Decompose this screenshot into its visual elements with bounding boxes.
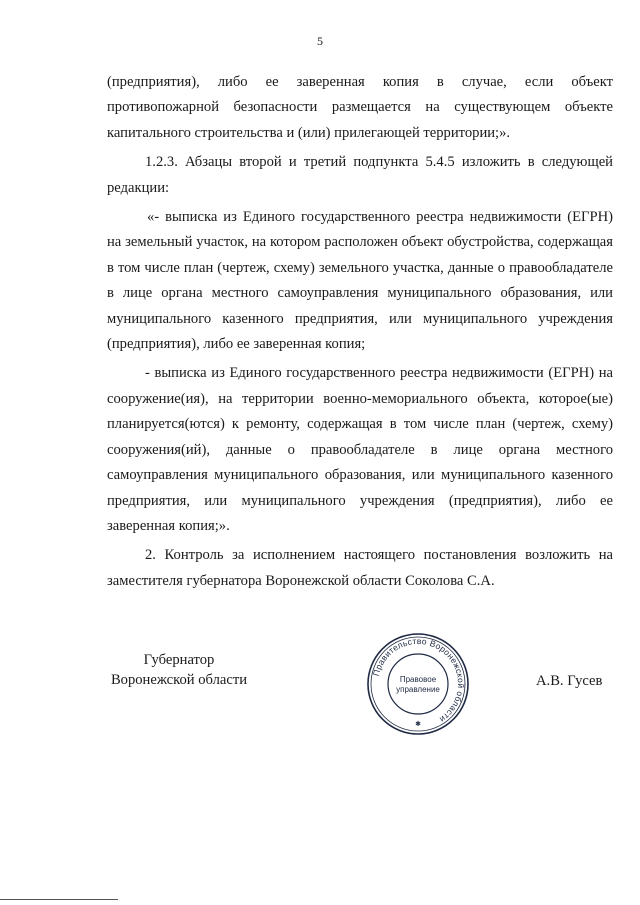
page-number: 5	[317, 34, 323, 48]
seal-star-icon: ✱	[415, 721, 421, 728]
paragraph-continuation: (предприятия), либо ее заверенная копия в случае, если объект противопожарной безопасности размещается на существующем объекте капитального строительства и (или) прилегающей территории;».	[107, 74, 613, 141]
signatory-name: А.В. Гусев	[536, 673, 603, 689]
paragraph-control-clause: 2. Контроль за исполнением настоящего постановления возложить на заместителя губернатора Воронежской области Соколова С.А.	[107, 547, 613, 589]
signatory-title	[104, 650, 254, 690]
seal-center-line-2: управление	[396, 685, 440, 694]
seal-center-ring	[388, 654, 448, 714]
paragraph-amendment-1-2-3: 1.2.3. Абзацы второй и третий подпункта 5.4.5 изложить в следующей редакции:	[107, 154, 613, 196]
seal-center-line-1: Правовое	[399, 675, 437, 684]
official-seal-stamp	[366, 632, 470, 736]
footer-divider	[0, 899, 118, 900]
seal-outer-text: Правительство Воронежской области	[370, 635, 467, 725]
seal-outer-ring	[368, 634, 468, 734]
paragraph-quoted-item-2: - выписка из Единого государственного реестра недвижимости (ЕГРН) на сооружение(ия), на территории военно-мемориального объекта, которое(ые) планируется(ются) к ремонту, содержащая в том числе план (чертеж, схему) сооружения(ий), данные о правообладателе в лице органа местного самоуправления муниципального образования, или муниципального казенного предприятия, или муниципального учреждения (предприятия), либо ее заверенная копия;».	[107, 365, 613, 534]
paragraph-quoted-item-1: «- выписка из Единого государственного реестра недвижимости (ЕГРН) на земельный участок, на котором расположен объект обустройства, содержащая в том числе план (чертеж, схему) земельного участка, данные о правообладателе в лице органа местного самоуправления муниципального образования, или муниципального казенного предприятия, или муниципального учреждения (предприятия), либо ее заверенная копия;	[107, 209, 613, 353]
signatory-title-line-2: Воронежской области	[110, 672, 248, 688]
signatory-title-line-1: Губернатор	[143, 652, 215, 668]
document-body	[107, 70, 613, 594]
